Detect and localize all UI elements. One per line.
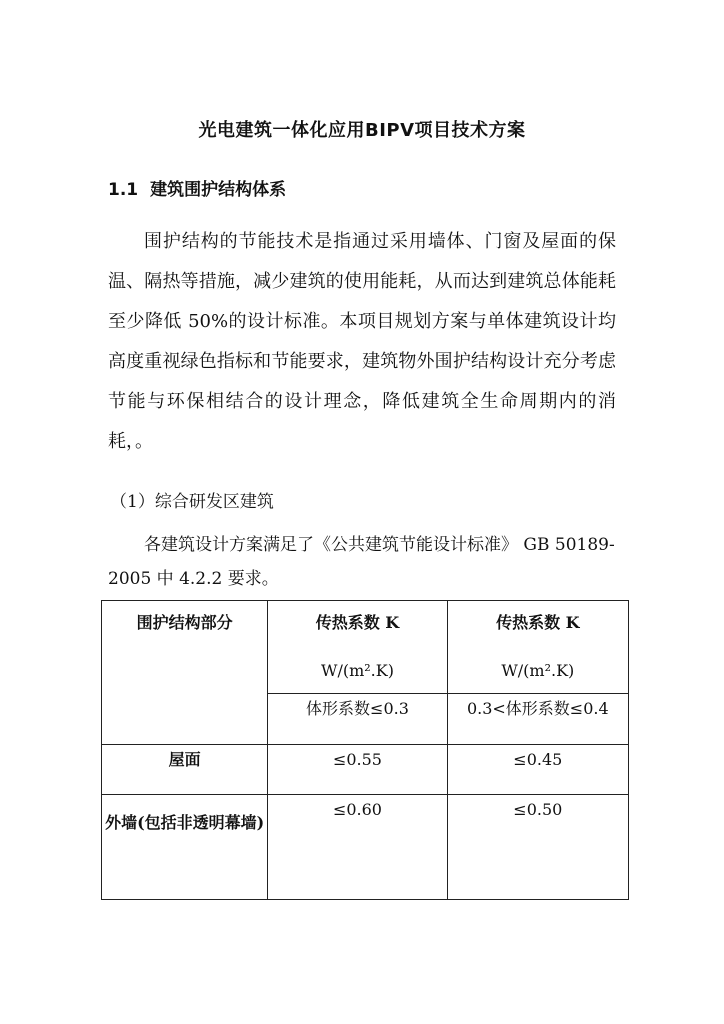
header-k-col2 [268, 601, 447, 694]
header-k-unit: W/(m².K) [501, 661, 575, 680]
header-envelope-part [102, 601, 268, 745]
table-row [102, 795, 629, 900]
header-envelope-label: 围护结构部分 [136, 613, 233, 632]
wall-value-low: ≤0.60 [268, 795, 447, 900]
header-k-label: 传热系数 K [315, 613, 400, 632]
row-label-wall: 外墙(包括非透明幕墙) [102, 795, 268, 900]
row-label-roof: 屋面 [102, 745, 268, 795]
body-paragraph-1: 围护结构的节能技术是指通过采用墙体、门窗及屋面的保温、隔热等措施，减少建筑的使用能耗，从而达到建筑总体能耗至少降低 50%的设计标准。本项目规划方案与单体建筑设计均高度重视绿色指标和节能要求，建筑物外围护结构设计充分考虑节能与环保相结合的设计理念，降低建筑全生命周期内的消耗，。 [108, 231, 616, 452]
shape-coefficient-low: 体形系数≤0.3 [268, 694, 447, 745]
header-k-col3 [447, 601, 628, 694]
table-row [102, 745, 629, 795]
body-paragraph-2: 各建筑设计方案满足了《公共建筑节能设计标准》 GB 50189-2005 中 4.2.2 要求。 [108, 535, 615, 589]
document-title: 光电建筑一体化应用BIPV项目技术方案 [198, 120, 526, 141]
section-number: 1.1 [108, 180, 139, 200]
heat-transfer-table [101, 600, 629, 900]
shape-coefficient-high: 0.3<体形系数≤0.4 [447, 694, 628, 745]
roof-value-low: ≤0.55 [268, 745, 447, 795]
wall-value-high: ≤0.50 [447, 795, 628, 900]
section-heading [108, 175, 286, 200]
header-k-unit: W/(m².K) [321, 661, 394, 680]
table-header-row [102, 601, 629, 694]
section-title: 建筑围护结构体系 [150, 180, 287, 200]
roof-value-high: ≤0.45 [447, 745, 628, 795]
subsection-heading: （1）综合研发区建筑 [110, 492, 274, 512]
header-k-label: 传热系数 K [496, 613, 580, 632]
